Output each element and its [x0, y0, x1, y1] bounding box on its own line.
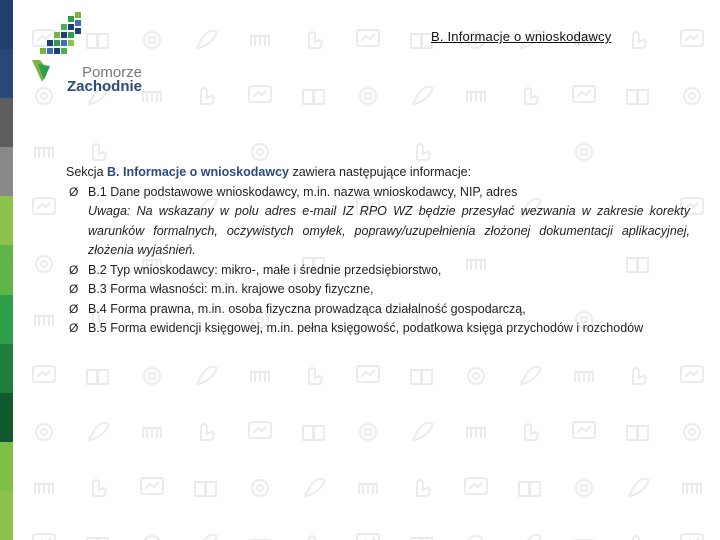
- list-item: [66, 300, 690, 320]
- list-item-text: B.1 Dane podstawowe wnioskodawcy, m.in. nazwa wnioskodawcy, NIP, adres: [88, 184, 518, 199]
- list-item-text: B.2 Typ wnioskodawcy: mikro-, małe i średnie przedsiębiorstwo,: [88, 262, 442, 277]
- list-item-text: B.3 Forma własności: m.in. krajowe osoby fizyczne,: [88, 282, 374, 296]
- intro-highlight: B. Informacje o wnioskodawcy: [107, 165, 289, 179]
- note-text: Uwaga: Na wskazany w polu adres e-mail IZ RPO WZ będzie przesyłać wezwania w zakresie korekty warunków formalnych, oczywistych omyłek, poprawy/uzupełnienia złożonej dokumentacji aplikacyjnej, złożenia wyjaśnień.: [88, 204, 690, 257]
- list-item-text: B.4 Forma prawna, m.in. osoba fizyczna prowadząca działalność gospodarczą,: [88, 301, 526, 316]
- list-item: [66, 183, 690, 203]
- arrow-bullet-icon: Ø: [69, 282, 79, 296]
- arrow-bullet-icon: Ø: [69, 301, 79, 316]
- list-item: [66, 319, 690, 339]
- list-item: [66, 280, 690, 300]
- intro-suffix: zawiera następujące informacje:: [289, 165, 472, 179]
- logo-text-pomorze: Pomorze: [82, 64, 143, 81]
- arrow-bullet-icon: Ø: [69, 321, 79, 335]
- arrow-bullet-icon: Ø: [69, 262, 79, 277]
- page-title: B. Informacje o wnioskodawcy: [431, 29, 612, 44]
- logo-text-zachodnie: Zachodnie: [67, 78, 143, 95]
- arrow-bullet-icon: Ø: [69, 184, 79, 199]
- intro-prefix: Sekcja: [66, 165, 107, 179]
- list-item: [66, 261, 690, 281]
- list-item-text: B.5 Forma ewidencji księgowej, m.in. pełna księgowość, podatkowa księga przychodów i rozchodów: [88, 321, 644, 335]
- side-color-strip: [0, 0, 13, 540]
- content-block: [66, 163, 690, 339]
- intro-line: [66, 163, 690, 183]
